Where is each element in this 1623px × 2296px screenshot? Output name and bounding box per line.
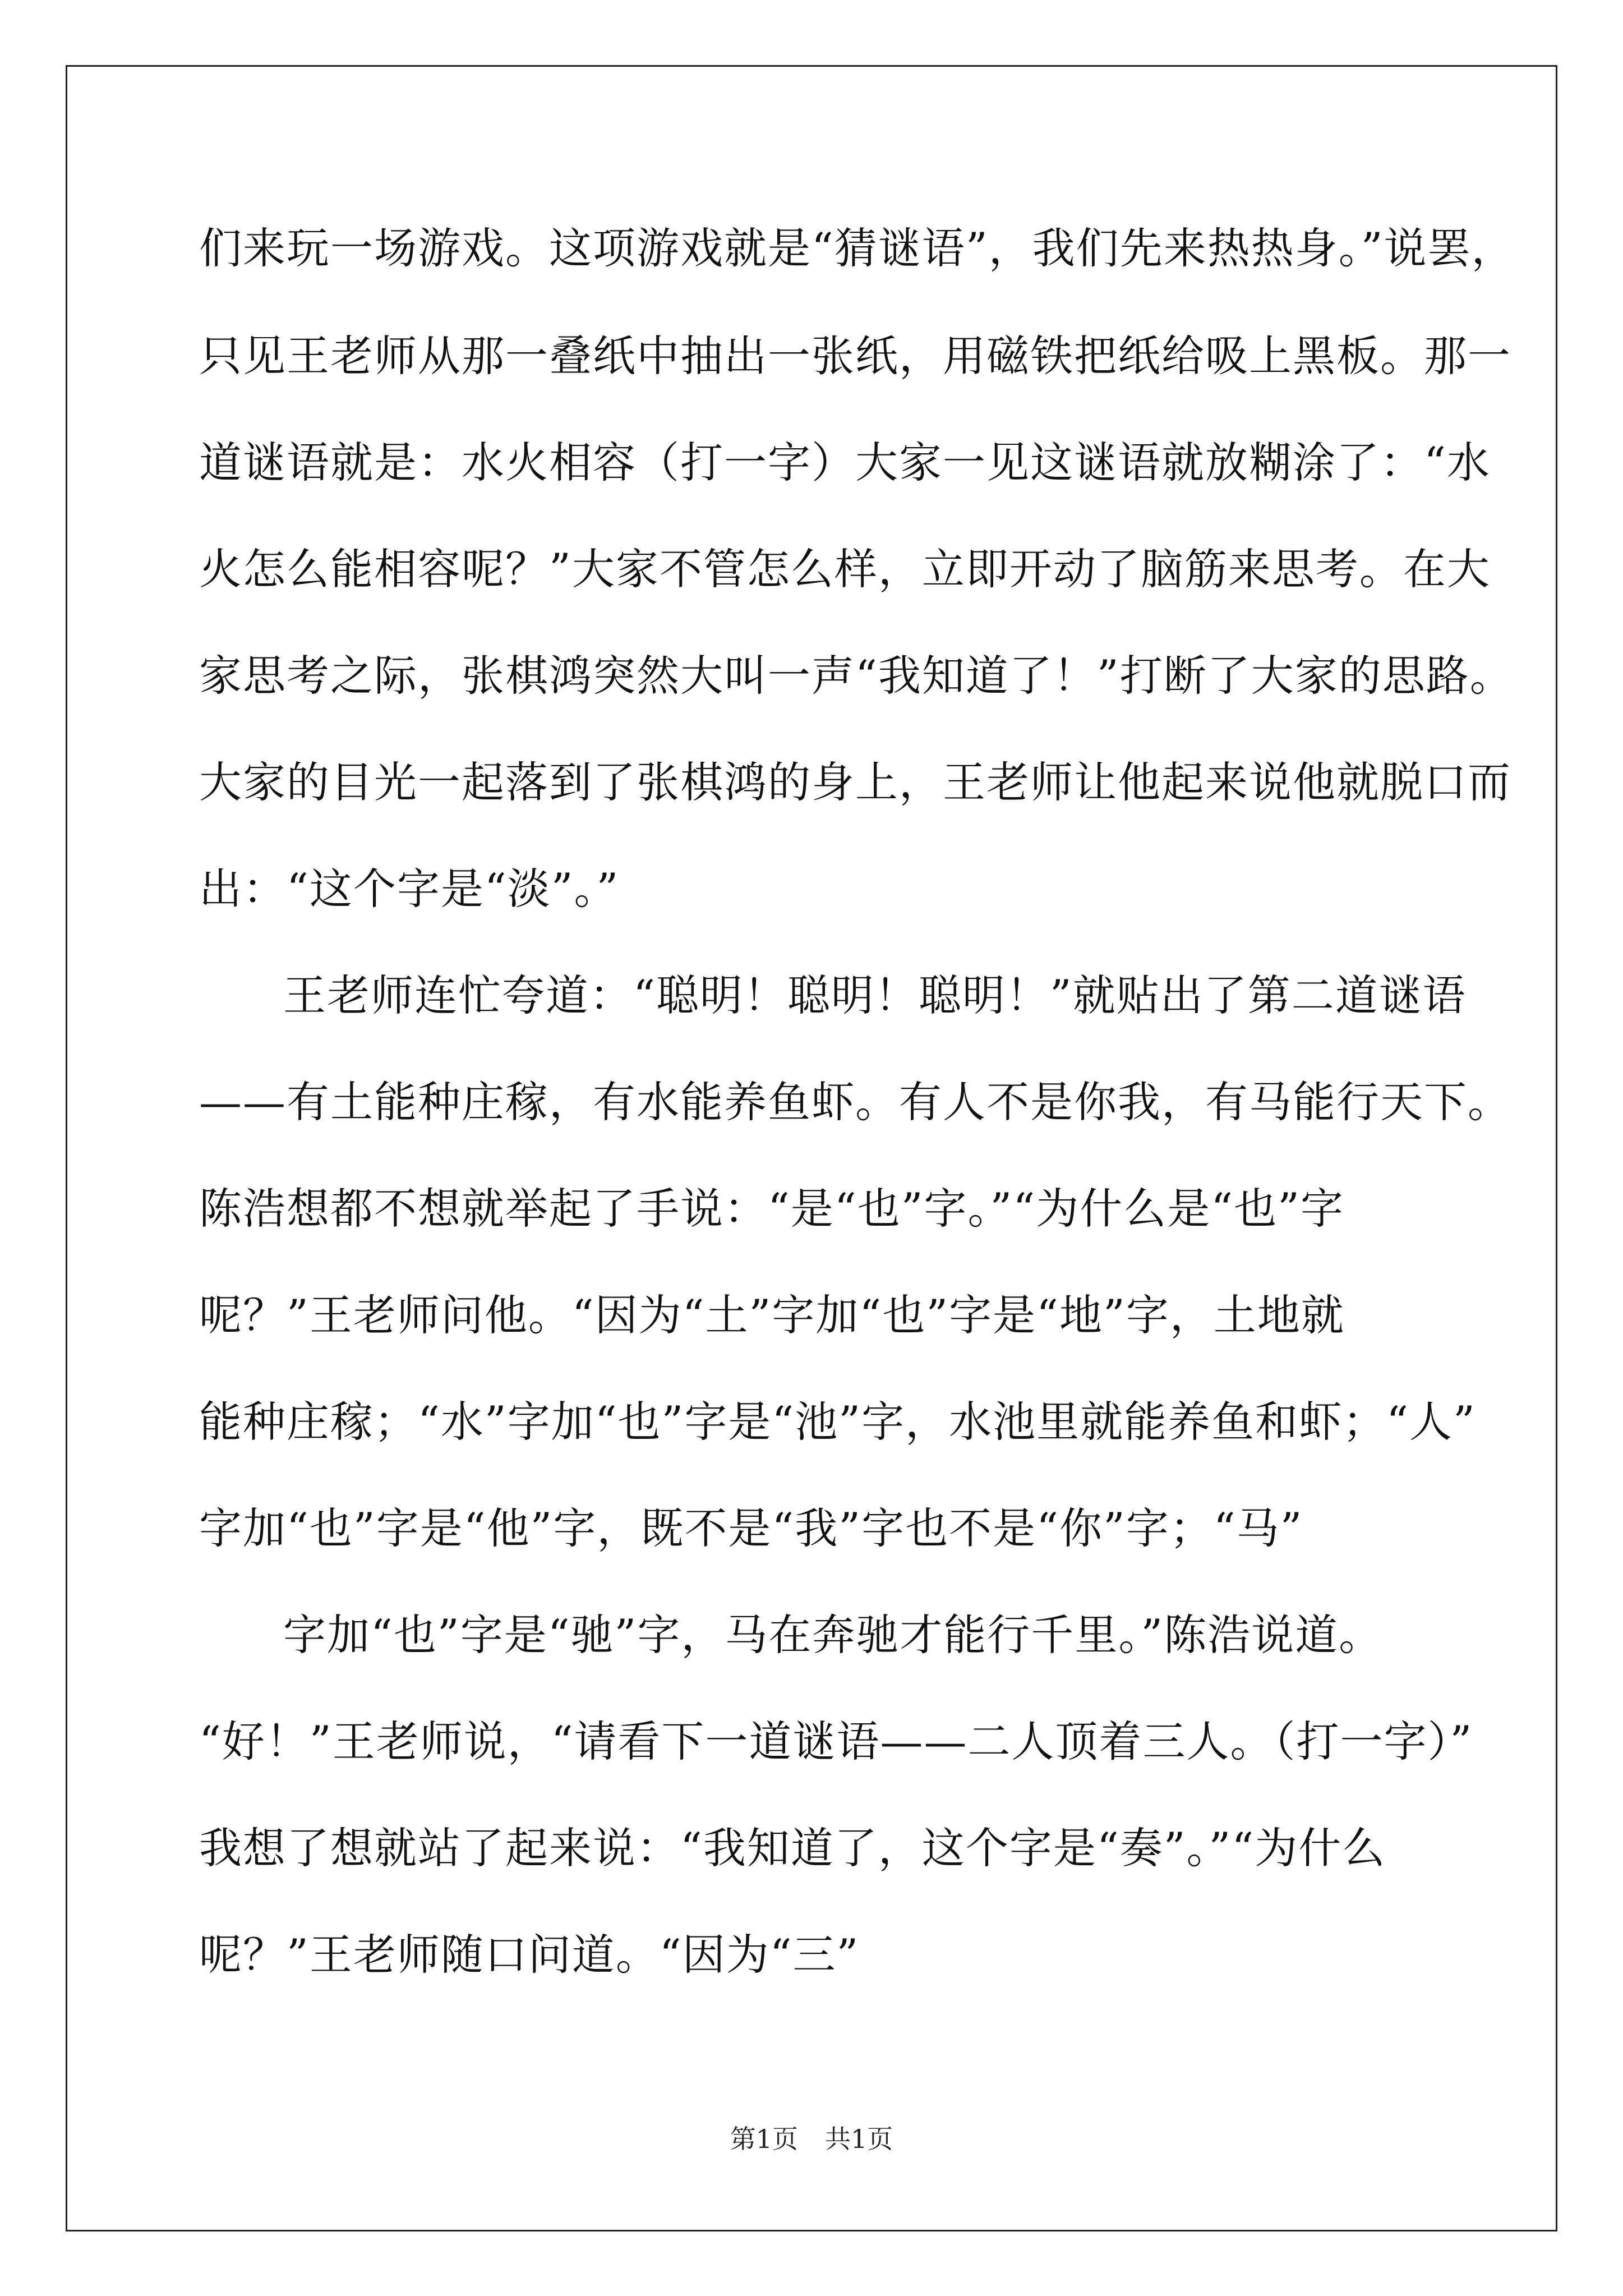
text-line: 呢？”王老师问他。“因为“土”字加“也”字是“地”字，土地就 [199,1290,1345,1340]
text-line: 只见王老师从那一叠纸中抽出一张纸，用磁铁把纸给吸上黑板。那一 [199,331,1511,381]
text-line: “好！”王老师说，“请看下一道谜语——二人顶着三人。（打一字）” [199,1717,1473,1766]
paragraph-start-line: 字加“也”字是“驰”字，马在奔驰才能行千里。”陈浩说道。 [283,1610,1383,1660]
text-line: 我想了想就站了起来说：“我知道了，这个字是“奏”。”“为什么 [199,1823,1386,1873]
page-border [66,65,1557,2231]
page-number-total: 共1页 [825,2124,893,2154]
text-line: 能种庄稼；“水”字加“也”字是“池”字，水池里就能养鱼和虾；“人” [199,1397,1476,1447]
paragraph-start-line: 王老师连忙夸道：“聪明！聪明！聪明！”就贴出了第二道谜语 [283,970,1467,1020]
text-line: 大家的目光一起落到了张棋鸿的身上，王老师让他起来说他就脱口而 [199,757,1511,807]
text-line: ——有土能种庄稼，有水能养鱼虾。有人不是你我，有马能行天下。 [199,1077,1511,1127]
text-line: 家思考之际，张棋鸿突然大叫一声“我知道了！”打断了大家的思路。 [199,651,1514,701]
text-line: 们来玩一场游戏。这项游戏就是“猜谜语”，我们先来热热身。”说罢， [199,223,1515,273]
text-line: 出：“这个字是“淡”。” [199,864,620,914]
text-line: 陈浩想都不想就举起了手说：“是“也”字。”“为什么是“也”字 [199,1184,1344,1234]
text-line: 道谜语就是：水火相容（打一字）大家一见这谜语就放糊涂了：“水 [199,438,1491,487]
text-line: 呢？”王老师随口问道。“因为“三” [199,1930,860,1980]
text-line: 火怎么能相容呢？”大家不管怎么样，立即开动了脑筋来思考。在大 [199,544,1491,594]
page-number-current: 第1页 [730,2124,798,2154]
text-line: 字加“也”字是“他”字，既不是“我”字也不是“你”字；“马” [199,1503,1303,1553]
page-footer [0,2126,1623,2152]
